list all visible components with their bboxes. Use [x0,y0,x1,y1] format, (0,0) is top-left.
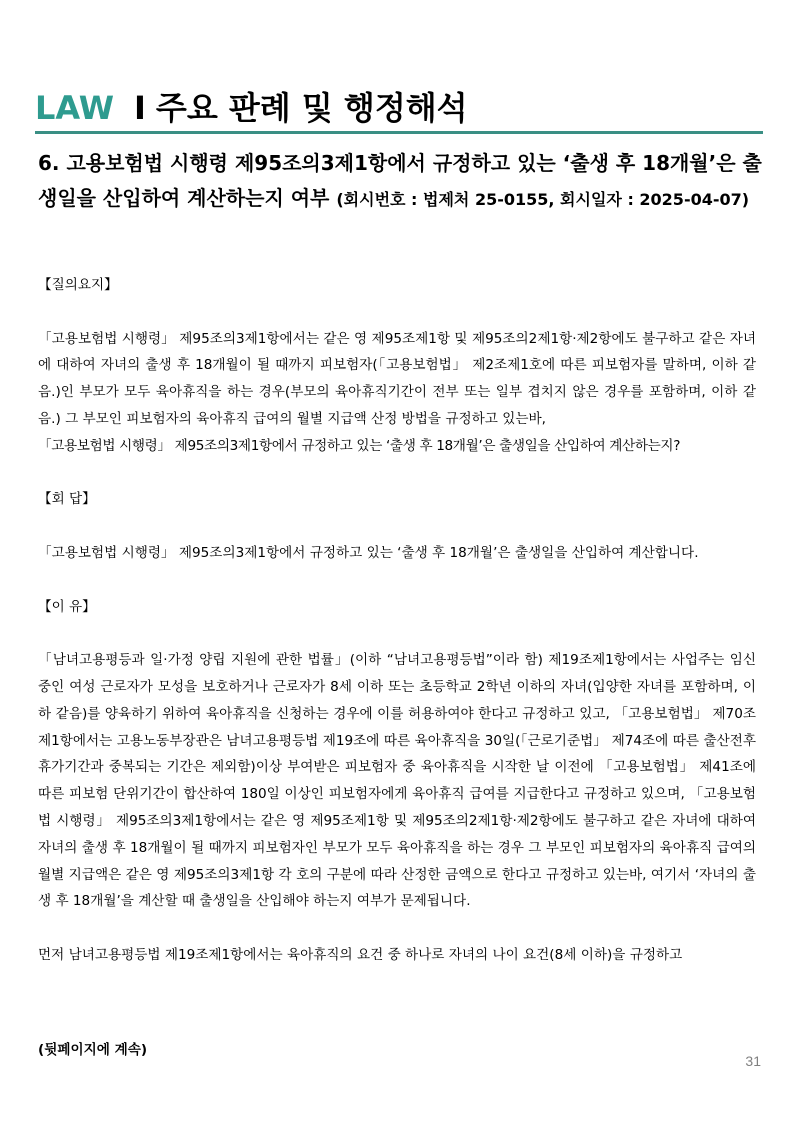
header-section: 주요 판례 및 행정해석 [155,89,468,127]
question-heading: 【질의요지】 [38,277,118,293]
reason-heading: 【이 유】 [38,598,96,615]
spacer [38,567,756,594]
header-brand: LAW [35,89,115,127]
spacer [38,513,756,540]
reason-paragraph: 먼저 남녀고용평등법 제19조제1항에서는 육아휴직의 요건 중 하나로 자녀의 나이 요건(8세 이하)을 규정하고 [38,946,683,963]
page-number: 31 [745,1053,761,1069]
header-separator: I [134,89,146,127]
answer-heading: 【회 답】 [38,491,96,508]
spacer [38,460,756,487]
header-title [35,84,763,132]
question-paragraph: 「고용보험법 시행령」 제95조의3제1항에서는 같은 영 제95조제1항 및 제95조의2제1항·제2항에도 불구하고 같은 자녀에 대하여 자녀의 출생 후 18개월이 될 때까지 피보험자(「고용보험법」 제2조제1호에 따른 피보험자를 말하며, 이하 같음.)인 부모가 모두 육아휴직을 하는 경우(부모의 육아휴직기간이 전부 또는 일부 겹치지 않은 경우를 포함하며, 이하 같음.) 그 부모인 피보험자의 육아휴직 급여의 월별 지급액 산정 방법을 규정하고 있는바, [38,330,756,427]
spacer [38,915,756,942]
spacer [38,299,756,326]
spacer [38,620,756,647]
article-meta: (회시번호 : 법제처 25-0155, 회시일자 : 2025-04-07) [336,190,750,209]
article-title-main: 6. 고용보험법 시행령 제95조의3제1항에서 규정하고 있는 ‘출생 후 18개월’은 출생일을 산입하여 계산하는지 여부 [38,151,762,210]
article-body [38,272,756,969]
question-paragraph: 「고용보험법 시행령」 제95조의3제1항에서 규정하고 있는 ‘출생 후 18개월’은 출생일을 산입하여 계산하는지? [38,437,681,454]
continued-note: (뒷페이지에 계속) [38,1042,148,1058]
article-title [38,146,763,217]
page-header [35,84,763,132]
answer-paragraph: 「고용보험법 시행령」 제95조의3제1항에서 규정하고 있는 ‘출생 후 18개월’은 출생일을 산입하여 계산합니다. [38,544,699,561]
reason-paragraph: 「남녀고용평등과 일·가정 양립 지원에 관한 법률」(이하 “남녀고용평등법”이라 함) 제19조제1항에서는 사업주는 임신 중인 여성 근로자가 모성을 보호하거나 근로자가 8세 이하 또는 초등학교 2학년 이하의 자녀(입양한 자녀를 포함하며, 이하 같음)를 양육하기 위하여 육아휴직을 신청하는 경우에 이를 허용하여야 한다고 규정하고 있고, 「고용보험법」 제70조제1항에서는 고용노동부장관은 남녀고용평등법 제19조에 따른 육아휴직을 30일(「근로기준법」 제74조에 따른 출산전후휴가기간과 중복되는 기간은 제외함)이상 부여받은 피보험자 중 육아휴직을 시작한 날 이전에 「고용보험법」 제41조에 따른 피보험 단위기간이 합산하여 180일 이상인 피보험자에게 육아휴직 급여를 지급한다고 규정하고 있으며, 「고용보험법 시행령」 제95조의3제1항에서는 같은 영 제95조제1항 및 제95조의2제1항·제2항에도 불구하고 같은 자녀에 대하여 자녀의 출생 후 18개월이 될 때까지 피보험자인 부모가 모두 육아휴직을 하는 경우 그 부모인 피보험자의 육아휴직 급여의 월별 지급액은 같은 영 제95조의3제1항 각 호의 구분에 따라 산정한 금액으로 한다고 규정하고 있는바, 여기서 ‘자녀의 출생 후 18개월’을 계산할 때 출생일을 산입해야 하는지 여부가 문제됩니다. [38,652,756,910]
header-divider [35,131,763,134]
